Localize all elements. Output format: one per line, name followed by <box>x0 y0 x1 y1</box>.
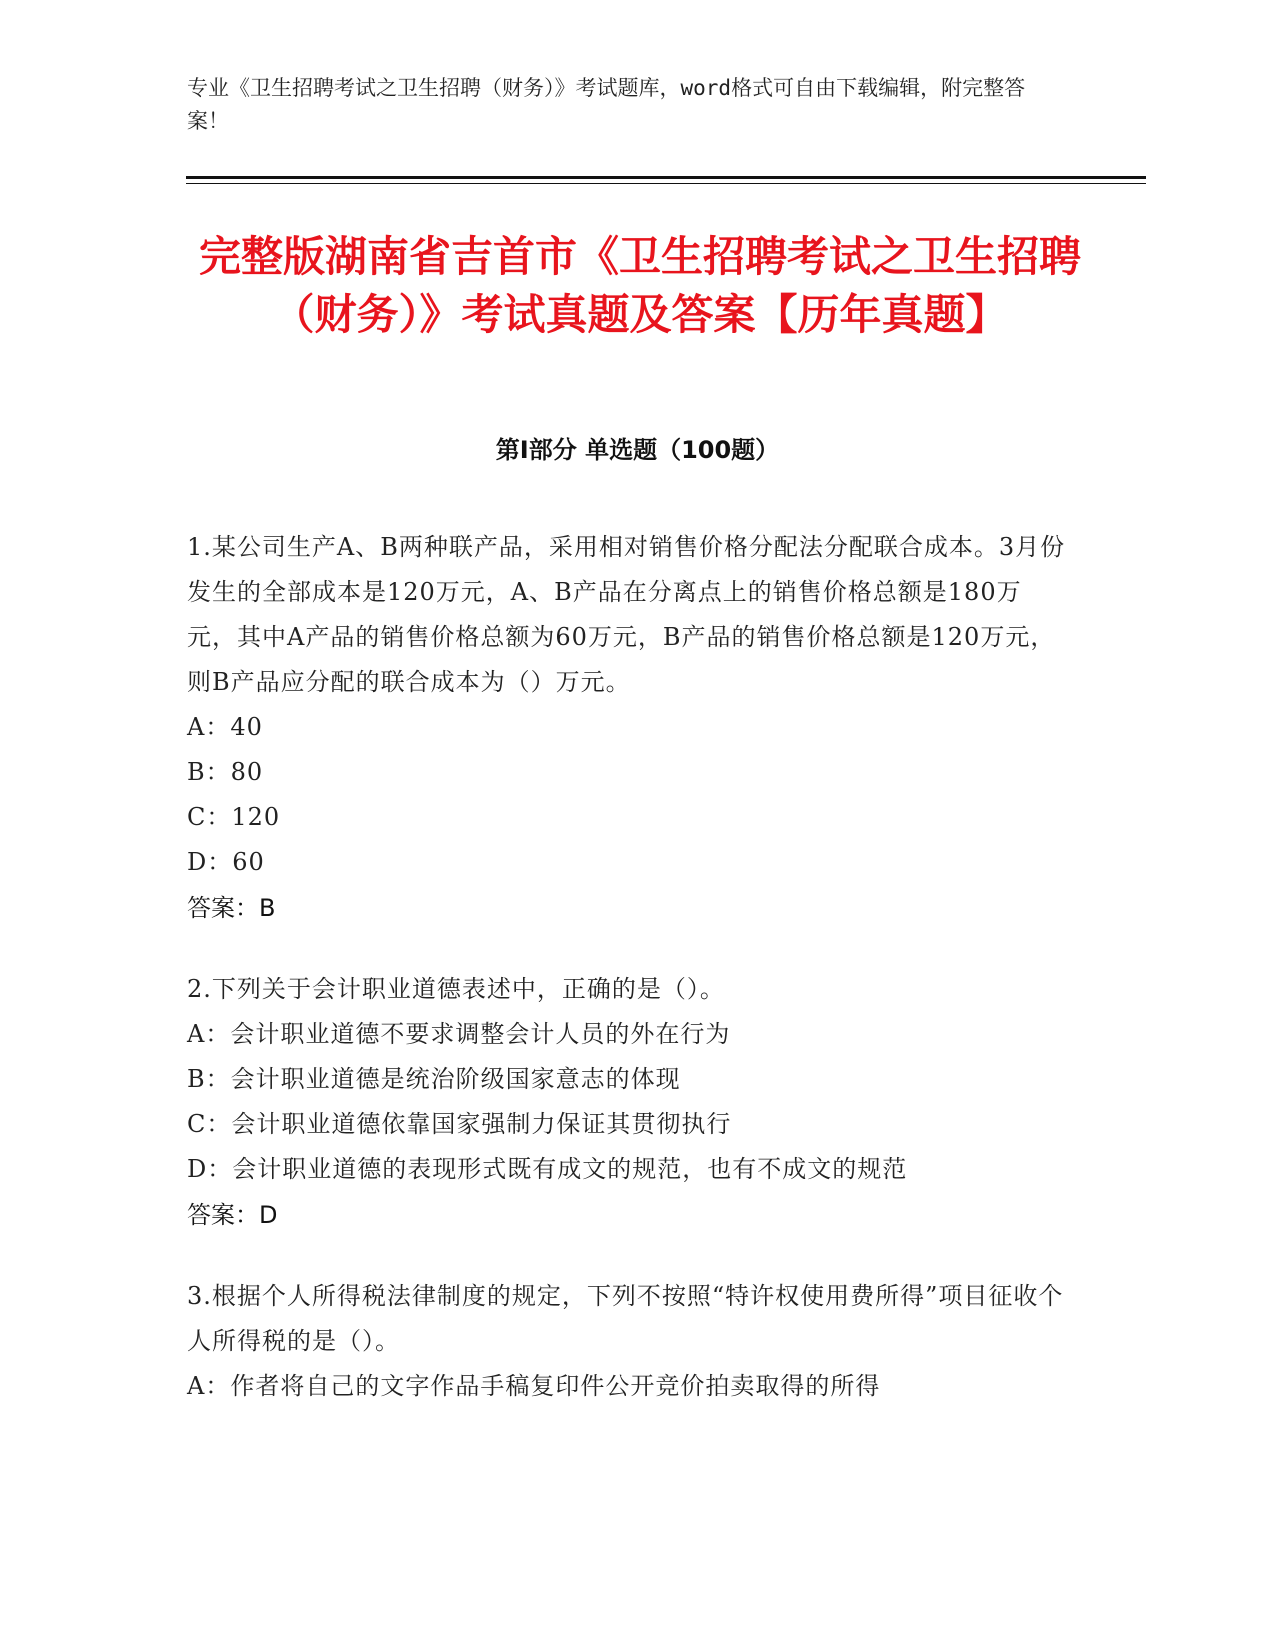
question-option: B：会计职业道德是统治阶级国家意志的体现 <box>187 1065 681 1093</box>
question-option: A：作者将自己的文字作品手稿复印件公开竞价拍卖取得的所得 <box>187 1372 881 1400</box>
question-text: 3.根据个人所得税法律制度的规定，下列不按照“特许权使用费所得”项目征收个人所得税的是（）。 <box>187 1282 1064 1355</box>
question-option: A：会计职业道德不要求调整会计人员的外在行为 <box>187 1020 731 1048</box>
header-divider-thin <box>186 183 1146 184</box>
question-item <box>187 525 1067 931</box>
question-text: 2.下列关于会计职业道德表述中，正确的是（）。 <box>187 975 725 1003</box>
question-option: A：40 <box>187 713 263 741</box>
question-option: B：80 <box>187 758 264 786</box>
question-option: D：60 <box>187 848 265 876</box>
question-text: 1.某公司生产A、B两种联产品，采用相对销售价格分配法分配联合成本。3月份发生的全部成本是120万元，A、B产品在分离点上的销售价格总额是180万元，其中A产品的销售价格总额为60万元，B产品的销售价格总额是120万元，则B产品应分配的联合成本为（）万元。 <box>187 533 1066 696</box>
question-option: D：会计职业道德的表现形式既有成文的规范，也有不成文的规范 <box>187 1155 908 1183</box>
question-answer: 答案：D <box>187 1201 278 1229</box>
section-title: 第I部分 单选题（100题） <box>495 436 780 464</box>
question-item <box>187 1274 1067 1409</box>
header-divider-thick <box>186 176 1146 179</box>
question-list <box>187 525 1067 1445</box>
question-option: C：会计职业道德依靠国家强制力保证其贯彻执行 <box>187 1110 732 1138</box>
question-option: C：120 <box>187 803 281 831</box>
header-note: 专业《卫生招聘考试之卫生招聘（财务）》考试题库，word格式可自由下载编辑，附完整答案！ <box>187 76 1026 133</box>
document-title: 完整版湖南省吉首市《卫生招聘考试之卫生招聘（财务）》考试真题及答案【历年真题】 <box>198 232 1081 339</box>
question-item <box>187 967 1067 1238</box>
question-answer: 答案：B <box>187 894 276 922</box>
